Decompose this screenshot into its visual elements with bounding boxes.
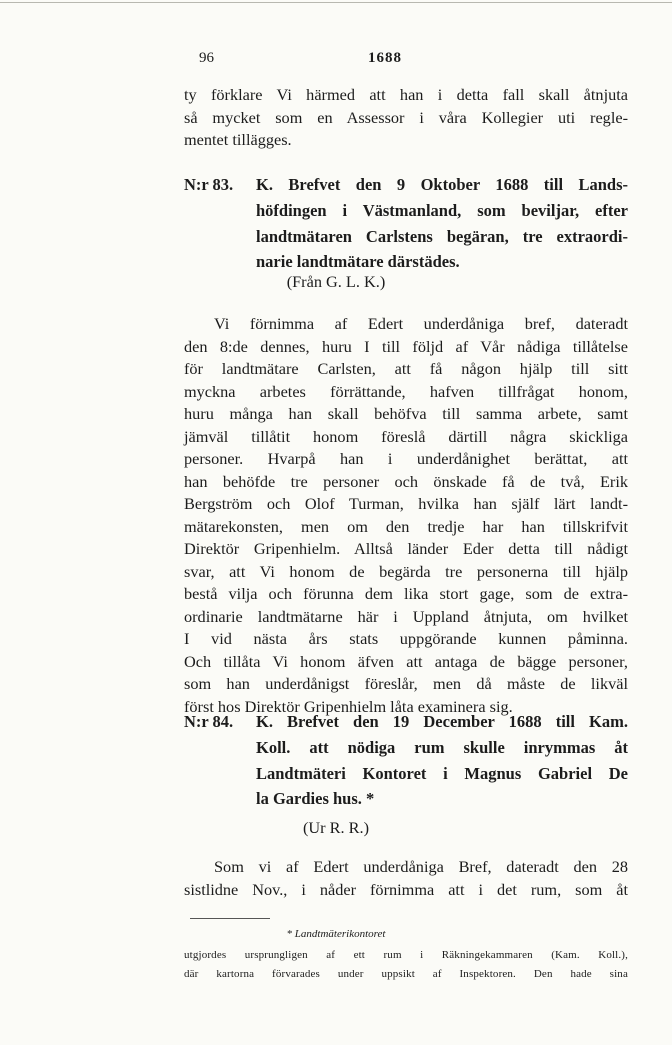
text-line: mätarekonsten, men om den tredje har han tillskrifvit <box>184 516 628 536</box>
footnote-line: utgjordes ursprungligen af ett rum i Räkningekammaren (Kam. Koll.), <box>184 949 628 961</box>
entry-83-label: N:r 83. <box>184 175 234 194</box>
title-line: Koll. att nödiga rum skulle inrymmas åt <box>256 737 628 757</box>
text-line: bestå vilja och förunna dem lika stort gage, som de extra- <box>184 584 628 603</box>
title-line: K. Brefvet den 9 Oktober 1688 till Lands- <box>256 175 628 194</box>
text-line: huru många han skall behöfva till samma arbete, samt <box>184 404 628 423</box>
entry-84-source: (Ur R. R.) <box>302 818 370 837</box>
entry-84-body <box>184 856 628 901</box>
text-line: Som vi af Edert underdåniga Bref, dateradt den 28 <box>214 857 628 876</box>
text-line: Bergström och Olof Turman, hvilka han själf lärt landt- <box>184 494 628 513</box>
text-line: han behöfde tre personer och önskade få de två, Erik <box>184 471 628 491</box>
text-line: den 8:de dennes, huru I till följd af Vår nådiga tillåtelse <box>184 336 628 356</box>
title-line: Landtmäteri Kontoret i Magnus Gabriel De <box>256 763 628 783</box>
entry-83-source: (Från G. L. K.) <box>286 272 386 291</box>
text-line: Och tillåta Vi honom äfven att antaga de bägge personer, <box>184 651 628 671</box>
text-line: som han underdånigst föreslår, men då måste de likväl <box>184 674 628 693</box>
text-line: för landtmätare Carlsten, att få någon hjälp till sitt <box>184 359 628 378</box>
title-line: narie landtmätare därstädes. <box>256 252 460 272</box>
text-line: mentet tillägges. <box>184 130 292 149</box>
title-line: K. Brefvet den 19 December 1688 till Kam. <box>256 712 628 731</box>
title-line: landtmätaren Carlstens begäran, tre extraordi- <box>256 226 628 246</box>
text-line: ty förklare Vi härmed att han i detta fall skall åtnjuta <box>184 85 628 104</box>
title-line: höfdingen i Västmanland, som beviljar, efter <box>256 200 628 220</box>
text-line: Vi förnimma af Edert underdåniga bref, dateradt <box>214 314 628 333</box>
text-line: myckna arbetes förrättande, hafven tillfrågat honom, <box>184 381 628 401</box>
running-year: 1688 <box>368 50 402 66</box>
text-line: Direktör Gripenhielm. Alltså länder Eder detta till nådigt <box>184 539 628 558</box>
footnote <box>184 946 628 984</box>
footnote-mark: * Landtmäterikontoret <box>286 928 386 940</box>
top-rule <box>0 2 672 3</box>
text-line: personer. Hvarpå han i underdånighet berättat, att <box>184 449 628 468</box>
text-line: först hos Direktör Gripenhielm låta examinera sig. <box>184 696 513 716</box>
entry-83-body <box>184 313 628 718</box>
entry-83-title <box>256 172 628 275</box>
text-line: ordinarie landtmätarne här i Uppland åtnjuta, om hvilket <box>184 606 628 626</box>
entry-84-title <box>256 709 628 812</box>
footnote-line: där kartorna förvarades under uppsikt af Inspektoren. Den hade sina <box>184 968 628 980</box>
text-line: jämväl tillåtit honom föreslå därtill några skickliga <box>184 426 628 446</box>
text-line: så mycket som en Assessor i våra Kollegier uti regle- <box>184 107 628 127</box>
text-line: I vid nästa års stats uppgörande kunnen påminna. <box>184 629 628 648</box>
text-line: sistlidne Nov., i nåder förnimma att i det rum, som åt <box>184 879 628 899</box>
page-number: 96 <box>199 50 214 66</box>
text-line: svar, att Vi honom de begärda tre personerna till hjälp <box>184 561 628 581</box>
intro-paragraph <box>184 84 628 152</box>
entry-84-label: N:r 84. <box>184 712 234 731</box>
running-header <box>0 50 672 72</box>
footnote-rule <box>190 918 270 919</box>
title-line: la Gardies hus. * <box>256 789 375 809</box>
